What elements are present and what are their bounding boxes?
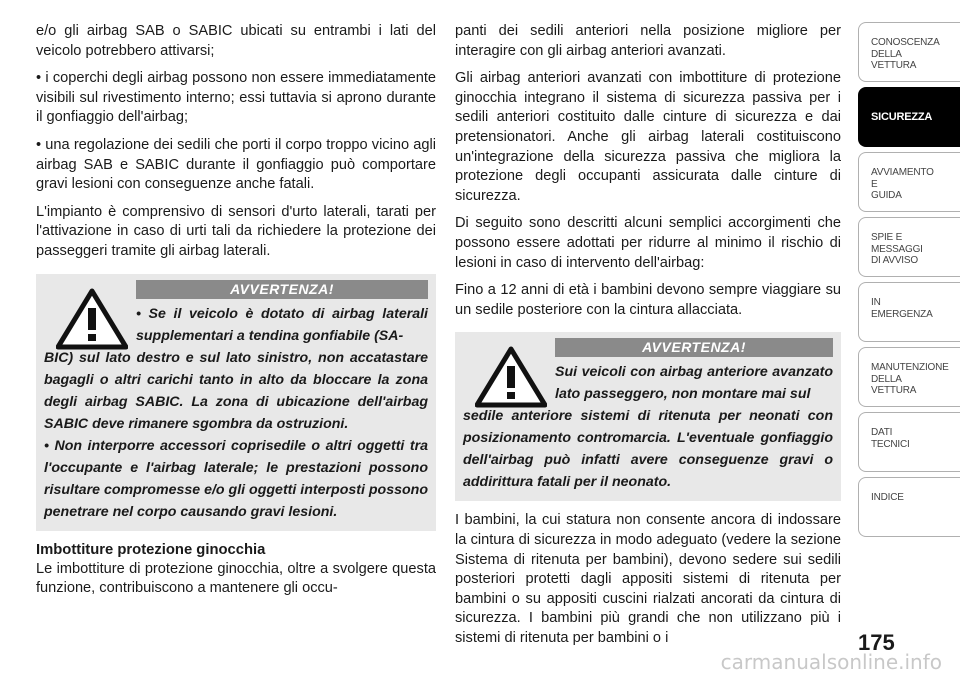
tab-in-emergenza[interactable] — [858, 282, 960, 342]
warning-bullet: • Se il veicolo è dotato di airbag laterali supplementari a tendina gonfiabile (SA- — [136, 305, 428, 344]
tab-label: MANUTENZIONE DELLA VETTURA — [871, 362, 949, 396]
tab-manutenzione[interactable] — [858, 347, 960, 407]
paragraph: • i coperchi degli airbag possono non essere immediatamente visibili sul rivestimento interno; essi tuttavia si aprono durante il gonfiaggio dell'airbag; — [36, 70, 436, 126]
section-title: Imbottiture protezione ginocchia — [36, 541, 266, 558]
warning-triangle-icon — [475, 346, 547, 408]
warning-heading: AVVERTENZA! — [555, 338, 833, 357]
paragraph: Le imbottiture di protezione ginocchia, oltre a svolgere questa funzione, contribuiscono a mantenere gli occu- — [36, 560, 436, 597]
paragraph: panti dei sedili anteriori nella posizione migliore per interagire con gli airbag anteriori avanzati. — [455, 23, 841, 59]
tab-conoscenza-della-vettura[interactable] — [858, 22, 960, 82]
tab-avviamento-e-guida[interactable] — [858, 152, 960, 212]
warning-box — [455, 332, 841, 501]
watermark: carmanualsonline.info — [720, 650, 942, 674]
paragraph: Gli airbag anteriori avanzati con imbottiture di protezione ginocchia integrano il sistema di sicurezza passiva per i sedili anteriori costituito dalle cinture di sicurezza e dai pretensionatori. Anche gli airbag laterali costituiscono un'integrazione della sicurezza passiva che migliora la protezione degli occupanti assicurata dalle cinture di sicurezza. — [455, 70, 841, 204]
tab-spie-e-messaggi[interactable] — [858, 217, 960, 277]
tab-label: SPIE E MESSAGGI DI AVVISO — [871, 232, 923, 266]
warning-box — [36, 274, 436, 531]
chapter-sidebar — [858, 22, 960, 542]
warning-heading: AVVERTENZA! — [136, 280, 428, 299]
warning-triangle-icon — [56, 288, 128, 350]
page-number: 175 — [858, 630, 895, 655]
tab-label: INDICE — [871, 492, 904, 503]
tab-label: CONOSCENZA DELLA VETTURA — [871, 37, 940, 71]
paragraph: Di seguito sono descritti alcuni semplici accorgimenti che possono essere adottati per ridurre al minimo il rischio di lesioni in caso di intervento dell'airbag: — [455, 215, 841, 271]
right-column — [455, 22, 841, 656]
tab-indice[interactable] — [858, 477, 960, 537]
tab-label: IN EMERGENZA — [871, 297, 933, 320]
paragraph: I bambini, la cui statura non consente ancora di indossare la cintura di sicurezza in modo adeguato (vedere la sezione Sistema di ritenuta per bambini), devono sedere sui sedili posteriori protetti dagli appositi sistemi di ritenuta per bambini o su appositi cuscini rialzati ancorati da cintura di sicurezza. I bambini più grandi che non utilizzano più i sistemi di ritenuta per bambini o i — [455, 512, 841, 646]
warning-paragraph: sedile anteriore sistemi di ritenuta per neonati con posizionamento contromarcia. L'eventuale gonfiaggio dell'airbag può infatti avere conseguenze gravi o addirittura fatali per il neonato. — [463, 408, 833, 491]
tab-label: SICUREZZA — [871, 111, 933, 123]
tab-sicurezza[interactable] — [858, 87, 960, 147]
warning-bullet: • Non interporre accessori coprisedile o altri oggetti tra l'occupante e l'airbag laterale; le prestazioni possono risultare compromesse e/o gli oggetti interposti possono penetrare nel corpo causando gravi lesioni. — [44, 437, 428, 520]
warning-paragraph: Sui veicoli con airbag anteriore avanzato lato passeggero, non montare mai sul — [555, 364, 833, 403]
paragraph: e/o gli airbag SAB o SABIC ubicati su entrambi i lati del veicolo potrebbero attivarsi; — [36, 23, 436, 59]
paragraph: • una regolazione dei sedili che porti il corpo troppo vicino agli airbag SAB e SABIC durante il gonfiaggio può comportare gravi lesioni con conseguenze anche fatali. — [36, 136, 436, 193]
tab-label: DATI TECNICI — [871, 427, 910, 450]
tab-dati-tecnici[interactable] — [858, 412, 960, 472]
left-column — [36, 22, 436, 607]
paragraph: L'impianto è comprensivo di sensori d'urto laterali, tarati per l'attivazione in caso di urti tali da richiedere la protezione dei passeggeri tramite gli airbag laterali. — [36, 203, 436, 259]
tab-label: AVVIAMENTO E GUIDA — [871, 167, 934, 201]
warning-bullet: BIC) sul lato destro e sul lato sinistro, non accatastare bagagli o altri carichi tanto in alto da bloccare la zona degli airbag SABIC. La zona di ubicazione dell'airbag SABIC deve rimanere sgombra da ostruzioni. — [44, 349, 428, 432]
paragraph: Fino a 12 anni di età i bambini devono sempre viaggiare su un sedile posteriore con la cintura allacciata. — [455, 282, 841, 318]
